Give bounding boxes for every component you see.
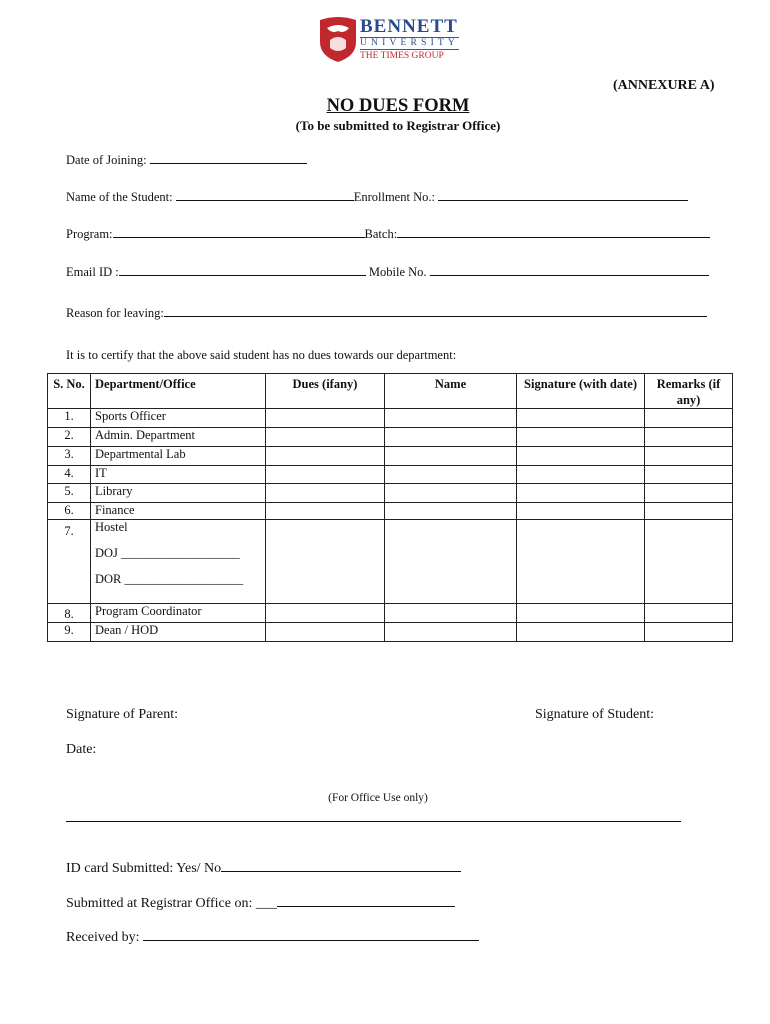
row-dept: Sports Officer bbox=[91, 409, 266, 428]
row-dept: Library bbox=[91, 484, 266, 503]
signature-cell[interactable] bbox=[517, 604, 645, 623]
reason-label: Reason for leaving: bbox=[66, 306, 164, 320]
table-row bbox=[48, 428, 733, 447]
table-row bbox=[48, 503, 733, 520]
row-dept: Departmental Lab bbox=[91, 447, 266, 466]
mobile-line[interactable] bbox=[430, 263, 709, 276]
table-row bbox=[48, 466, 733, 484]
remarks-cell[interactable] bbox=[645, 604, 733, 623]
hostel-label: Hostel bbox=[95, 520, 128, 534]
page-title: NO DUES FORM bbox=[326, 96, 470, 116]
remarks-cell[interactable] bbox=[645, 503, 733, 520]
table-row bbox=[48, 409, 733, 428]
dues-cell[interactable] bbox=[266, 466, 385, 484]
row-dept: Finance bbox=[91, 503, 266, 520]
name-cell[interactable] bbox=[385, 484, 517, 503]
registrar-submission-line[interactable] bbox=[277, 893, 455, 907]
table-row bbox=[48, 604, 733, 623]
table-row bbox=[48, 484, 733, 503]
registrar-submission-field[interactable] bbox=[66, 893, 455, 912]
reason-line[interactable] bbox=[164, 304, 707, 317]
email-line[interactable] bbox=[119, 263, 366, 276]
student-name-label: Name of the Student: bbox=[66, 190, 173, 204]
name-cell[interactable] bbox=[385, 428, 517, 447]
dues-cell[interactable] bbox=[266, 604, 385, 623]
certify-text: It is to certify that the above said student has no dues towards our department: bbox=[66, 348, 457, 362]
table-row bbox=[48, 623, 733, 642]
office-use-label: (For Office Use only) bbox=[328, 792, 428, 804]
student-signature-label: Signature of Student: bbox=[535, 707, 654, 722]
dues-cell[interactable] bbox=[266, 503, 385, 520]
page-subtitle: (To be submitted to Registrar Office) bbox=[295, 118, 501, 133]
dues-cell[interactable] bbox=[266, 409, 385, 428]
doj-field[interactable]: DOJ ___________________ bbox=[95, 546, 240, 560]
signature-cell[interactable] bbox=[517, 520, 645, 604]
row-dept: Admin. Department bbox=[91, 428, 266, 447]
signature-cell[interactable] bbox=[517, 503, 645, 520]
name-cell[interactable] bbox=[385, 447, 517, 466]
program-label: Program: bbox=[66, 227, 113, 241]
dues-cell[interactable] bbox=[266, 428, 385, 447]
id-card-line[interactable] bbox=[221, 858, 461, 872]
table-header-row bbox=[48, 374, 733, 409]
remarks-cell[interactable] bbox=[645, 409, 733, 428]
signature-cell[interactable] bbox=[517, 428, 645, 447]
date-of-joining-line[interactable] bbox=[150, 151, 307, 164]
logo-wordmark bbox=[360, 17, 459, 62]
signature-cell[interactable] bbox=[517, 484, 645, 503]
received-by-label: Received by: bbox=[66, 930, 140, 945]
email-label: Email ID : bbox=[66, 265, 119, 279]
id-card-label: ID card Submitted: Yes/ No bbox=[66, 861, 222, 876]
enrollment-label: Enrollment No.: bbox=[353, 190, 435, 204]
logo-name: BENNETT bbox=[360, 16, 458, 37]
row-dept: IT bbox=[91, 466, 266, 484]
row-sno: 1. bbox=[48, 409, 91, 428]
dues-table bbox=[47, 373, 733, 642]
signature-cell[interactable] bbox=[517, 623, 645, 642]
reason-field[interactable] bbox=[66, 304, 707, 321]
dues-cell[interactable] bbox=[266, 520, 385, 604]
row-sno: 5. bbox=[48, 484, 91, 503]
signature-cell[interactable] bbox=[517, 466, 645, 484]
remarks-cell[interactable] bbox=[645, 447, 733, 466]
annexure-label: (ANNEXURE A) bbox=[613, 78, 715, 93]
received-by-field[interactable] bbox=[66, 927, 479, 946]
name-cell[interactable] bbox=[385, 623, 517, 642]
header-remarks: Remarks (if any) bbox=[645, 374, 733, 409]
remarks-cell[interactable] bbox=[645, 428, 733, 447]
row-sno: 9. bbox=[48, 623, 91, 642]
header-signature: Signature (with date) bbox=[517, 374, 645, 409]
parent-signature-label: Signature of Parent: bbox=[66, 707, 178, 722]
row-sno: 4. bbox=[48, 466, 91, 484]
id-card-field[interactable] bbox=[66, 858, 461, 877]
header-sno: S. No. bbox=[48, 374, 91, 409]
name-cell[interactable] bbox=[385, 503, 517, 520]
name-cell[interactable] bbox=[385, 520, 517, 604]
remarks-cell[interactable] bbox=[645, 520, 733, 604]
dues-cell[interactable] bbox=[266, 484, 385, 503]
remarks-cell[interactable] bbox=[645, 623, 733, 642]
table-row-hostel bbox=[48, 520, 733, 604]
remarks-cell[interactable] bbox=[645, 484, 733, 503]
remarks-cell[interactable] bbox=[645, 466, 733, 484]
dues-cell[interactable] bbox=[266, 447, 385, 466]
registrar-submission-label: Submitted at Registrar Office on: ___ bbox=[66, 896, 277, 911]
email-field[interactable] bbox=[66, 263, 709, 280]
row-dept bbox=[91, 520, 266, 604]
batch-label: Batch: bbox=[364, 227, 398, 241]
date-of-joining-label: Date of Joining: bbox=[66, 153, 147, 167]
row-dept: Dean / HOD bbox=[91, 623, 266, 642]
name-cell[interactable] bbox=[385, 409, 517, 428]
row-dept: Program Coordinator bbox=[91, 604, 266, 623]
program-field[interactable] bbox=[66, 225, 710, 242]
name-cell[interactable] bbox=[385, 466, 517, 484]
date-label: Date: bbox=[66, 742, 97, 757]
office-separator bbox=[66, 821, 681, 822]
header-dues: Dues (ifany) bbox=[266, 374, 385, 409]
student-name-field[interactable] bbox=[66, 188, 688, 205]
signature-cell[interactable] bbox=[517, 447, 645, 466]
logo-subtitle: UNIVERSITY bbox=[360, 38, 459, 48]
row-sno: 2. bbox=[48, 428, 91, 447]
dor-field[interactable]: DOR ___________________ bbox=[95, 572, 244, 586]
dues-cell[interactable] bbox=[266, 623, 385, 642]
row-sno: 6. bbox=[48, 503, 91, 520]
received-by-line[interactable] bbox=[143, 927, 479, 941]
table-row bbox=[48, 447, 733, 466]
enrollment-line[interactable] bbox=[438, 188, 688, 201]
program-line[interactable] bbox=[113, 225, 365, 238]
row-sno-text: 7. bbox=[64, 524, 74, 538]
date-of-joining-field[interactable] bbox=[66, 151, 307, 168]
batch-line[interactable] bbox=[397, 225, 710, 238]
row-sno: 3. bbox=[48, 447, 91, 466]
logo-group: THE TIMES GROUP bbox=[360, 51, 444, 61]
name-cell[interactable] bbox=[385, 604, 517, 623]
mobile-label: Mobile No. bbox=[368, 265, 427, 279]
row-sno: 8. bbox=[48, 604, 91, 623]
row-sno bbox=[48, 520, 91, 604]
signature-cell[interactable] bbox=[517, 409, 645, 428]
header-department: Department/Office bbox=[91, 374, 266, 409]
student-name-line[interactable] bbox=[176, 188, 354, 201]
header-name: Name bbox=[385, 374, 517, 409]
